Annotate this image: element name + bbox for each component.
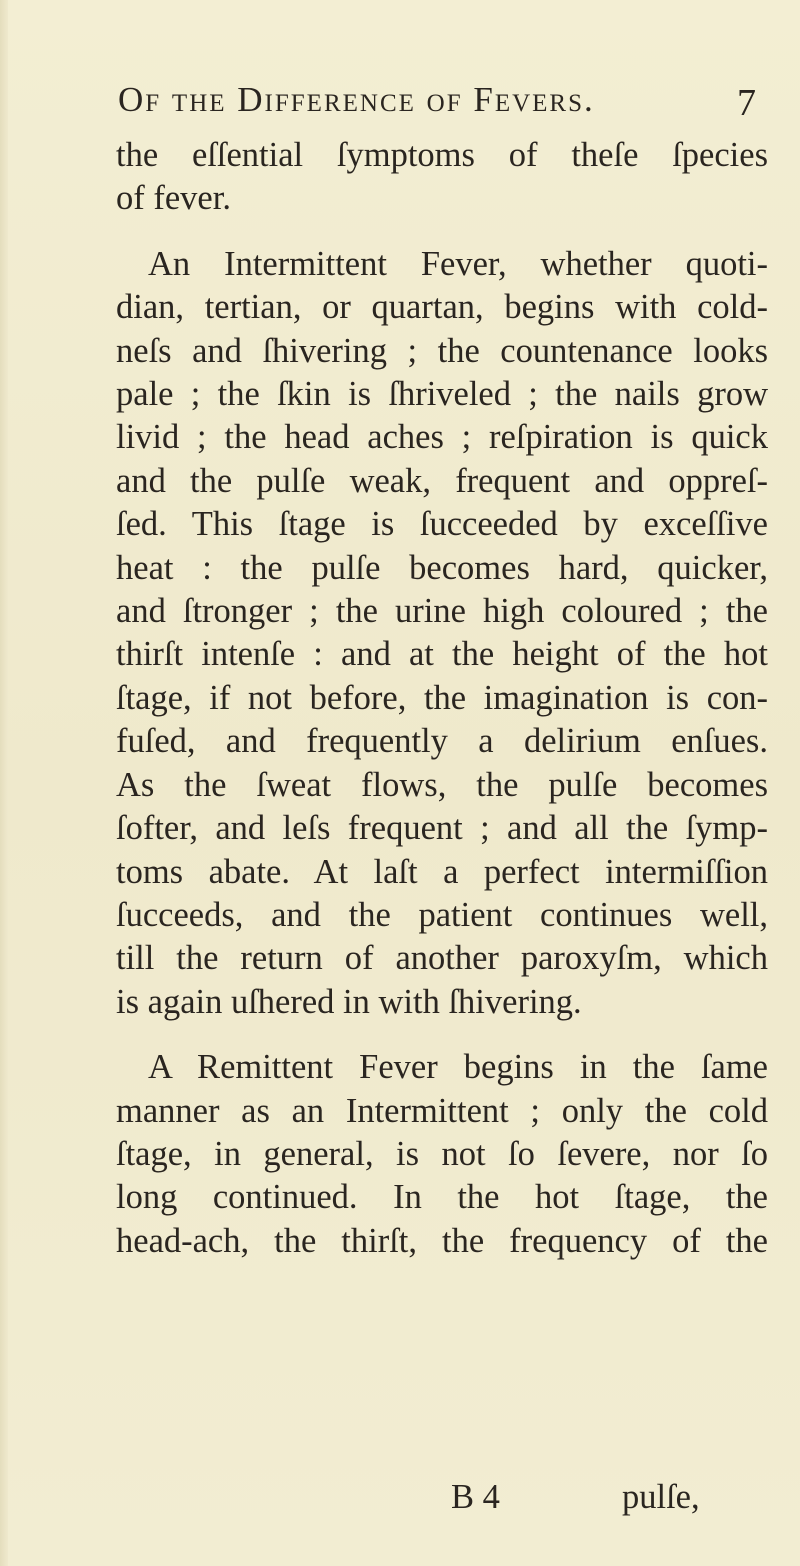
text-line: ſofter, and leſs frequent ; and all the ſymp-	[116, 809, 768, 848]
text-line: neſs and ſhivering ; the countenance looks	[116, 331, 768, 370]
text-line: ſed. This ſtage is ſucceeded by exceſſive	[116, 505, 768, 544]
text-line: the eſſential ſymptoms of theſe ſpecies	[116, 136, 768, 174]
text-line: heat : the pulſe becomes hard, quicker,	[116, 548, 768, 587]
text-line: and the pulſe weak, frequent and oppreſ-	[116, 461, 768, 500]
text-line: of fever.	[116, 179, 231, 218]
text-line: A Remittent Fever begins in the ſame	[148, 1048, 768, 1087]
text-line: dian, tertian, or quartan, begins with cold-	[116, 288, 768, 327]
body-text	[116, 134, 776, 1263]
text-line: head-ach, the thirſt, the frequency of the	[116, 1221, 768, 1260]
text-line: ſtage, if not before, the imagination is con-	[116, 678, 768, 717]
text-line: As the ſweat flows, the pulſe becomes	[116, 765, 768, 804]
text-line: and ſtronger ; the urine high coloured ; the	[116, 592, 768, 631]
text-line: till the return of another paroxyſm, which	[116, 939, 768, 978]
text-line: is again uſhered in with ſhivering.	[116, 982, 582, 1021]
signature-mark: B 4	[451, 1478, 500, 1516]
text-line: livid ; the head aches ; reſpiration is quick	[116, 418, 768, 457]
text-line: toms abate. At laſt a perfect intermiſſion	[116, 852, 768, 891]
page-number: 7	[737, 82, 756, 124]
running-head	[118, 75, 758, 125]
page-edge	[0, 0, 8, 1566]
text-line: pale ; the ſkin is ſhriveled ; the nails grow	[116, 375, 768, 414]
running-head-title: Of the Difference of Fevers.	[118, 80, 595, 119]
text-line: fuſed, and frequently a delirium enſues.	[116, 722, 768, 761]
text-line: ſucceeds, and the patient continues well,	[116, 895, 768, 934]
text-line: manner as an Intermittent ; only the cold	[116, 1091, 768, 1130]
catchword: pulſe,	[622, 1478, 700, 1516]
text-line: ſtage, in general, is not ſo ſevere, nor ſo	[116, 1134, 768, 1173]
text-line: An Intermittent Fever, whether quoti-	[148, 244, 768, 283]
text-line: long continued. In the hot ſtage, the	[116, 1178, 768, 1217]
text-line: thirſt intenſe : and at the height of the hot	[116, 635, 768, 674]
